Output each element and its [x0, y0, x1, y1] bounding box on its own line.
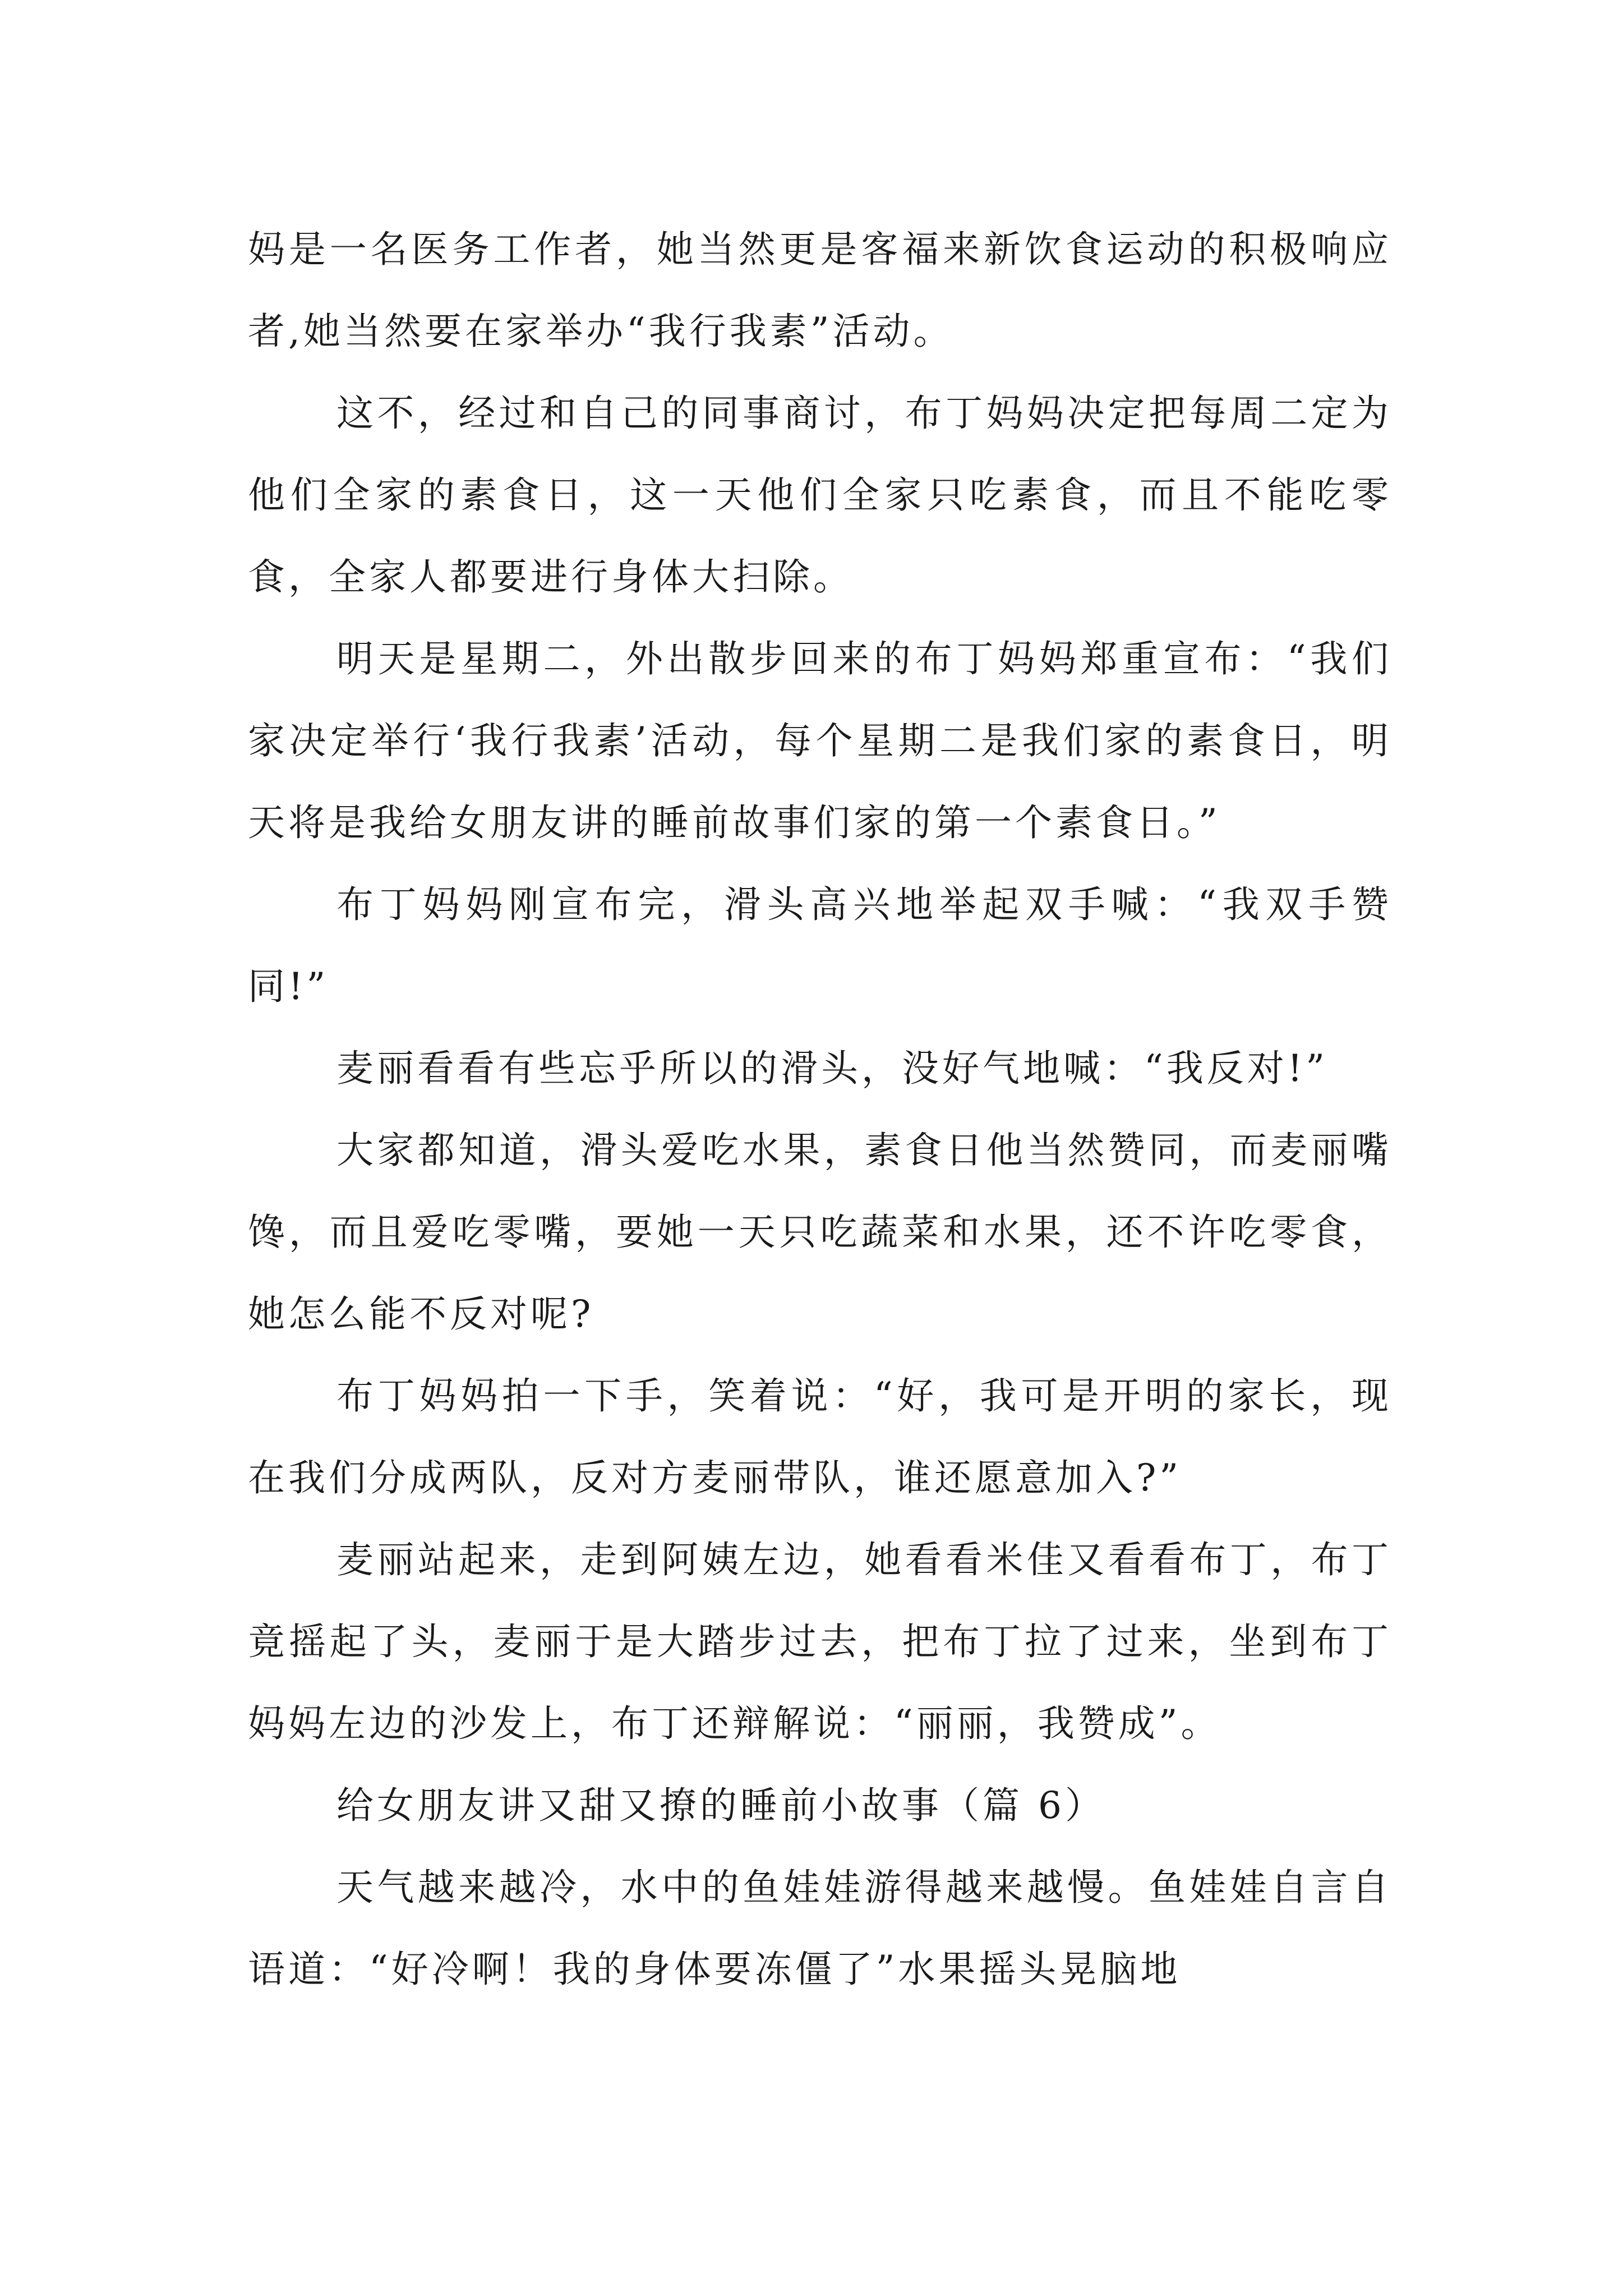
- paragraph: 布丁妈妈刚宣布完，滑头高兴地举起双手喊：“我双手赞同!”: [248, 883, 1392, 1008]
- paragraph: 天气越来越冷，水中的鱼娃娃游得越来越慢。鱼娃娃自言自语道：“好冷啊！我的身体要冻僵了”水果摇头晃脑地: [248, 1866, 1392, 1991]
- paragraph: 麦丽站起来，走到阿姨左边，她看看米佳又看看布丁，布丁竟摇起了头，麦丽于是大踏步过去，把布丁拉了过来，坐到布丁妈妈左边的沙发上，布丁还辩解说：“丽丽，我赞成”。: [248, 1538, 1392, 1745]
- paragraph: 妈是一名医务工作者，她当然更是客福来新饮食运动的积极响应者,她当然要在家举办“我行我素”活动。: [248, 228, 1392, 353]
- paragraph: 布丁妈妈拍一下手，笑着说：“好，我可是开明的家长，现在我们分成两队，反对方麦丽带队，谁还愿意加入?”: [248, 1374, 1392, 1499]
- paragraph: 大家都知道，滑头爱吃水果，素食日他当然赞同，而麦丽嘴馋，而且爱吃零嘴，要她一天只吃蔬菜和水果，还不许吃零食，她怎么能不反对呢?: [248, 1129, 1392, 1336]
- paragraph: 这不，经过和自己的同事商讨，布丁妈妈决定把每周二定为他们全家的素食日，这一天他们全家只吃素食，而且不能吃零食，全家人都要进行身体大扫除。: [248, 392, 1392, 599]
- body-text: [248, 209, 1392, 2010]
- section-heading: 给女朋友讲又甜又撩的睡前小故事（篇 6）: [336, 1784, 1105, 1827]
- paragraph: 麦丽看看有些忘乎所以的滑头，没好气地喊：“我反对!”: [336, 1047, 1329, 1090]
- paragraph: 明天是星期二，外出散步回来的布丁妈妈郑重宣布：“我们家决定举行‘我行我素’活动，每个星期二是我们家的素食日，明天将是我给女朋友讲的睡前故事们家的第一个素食日。”: [248, 637, 1392, 844]
